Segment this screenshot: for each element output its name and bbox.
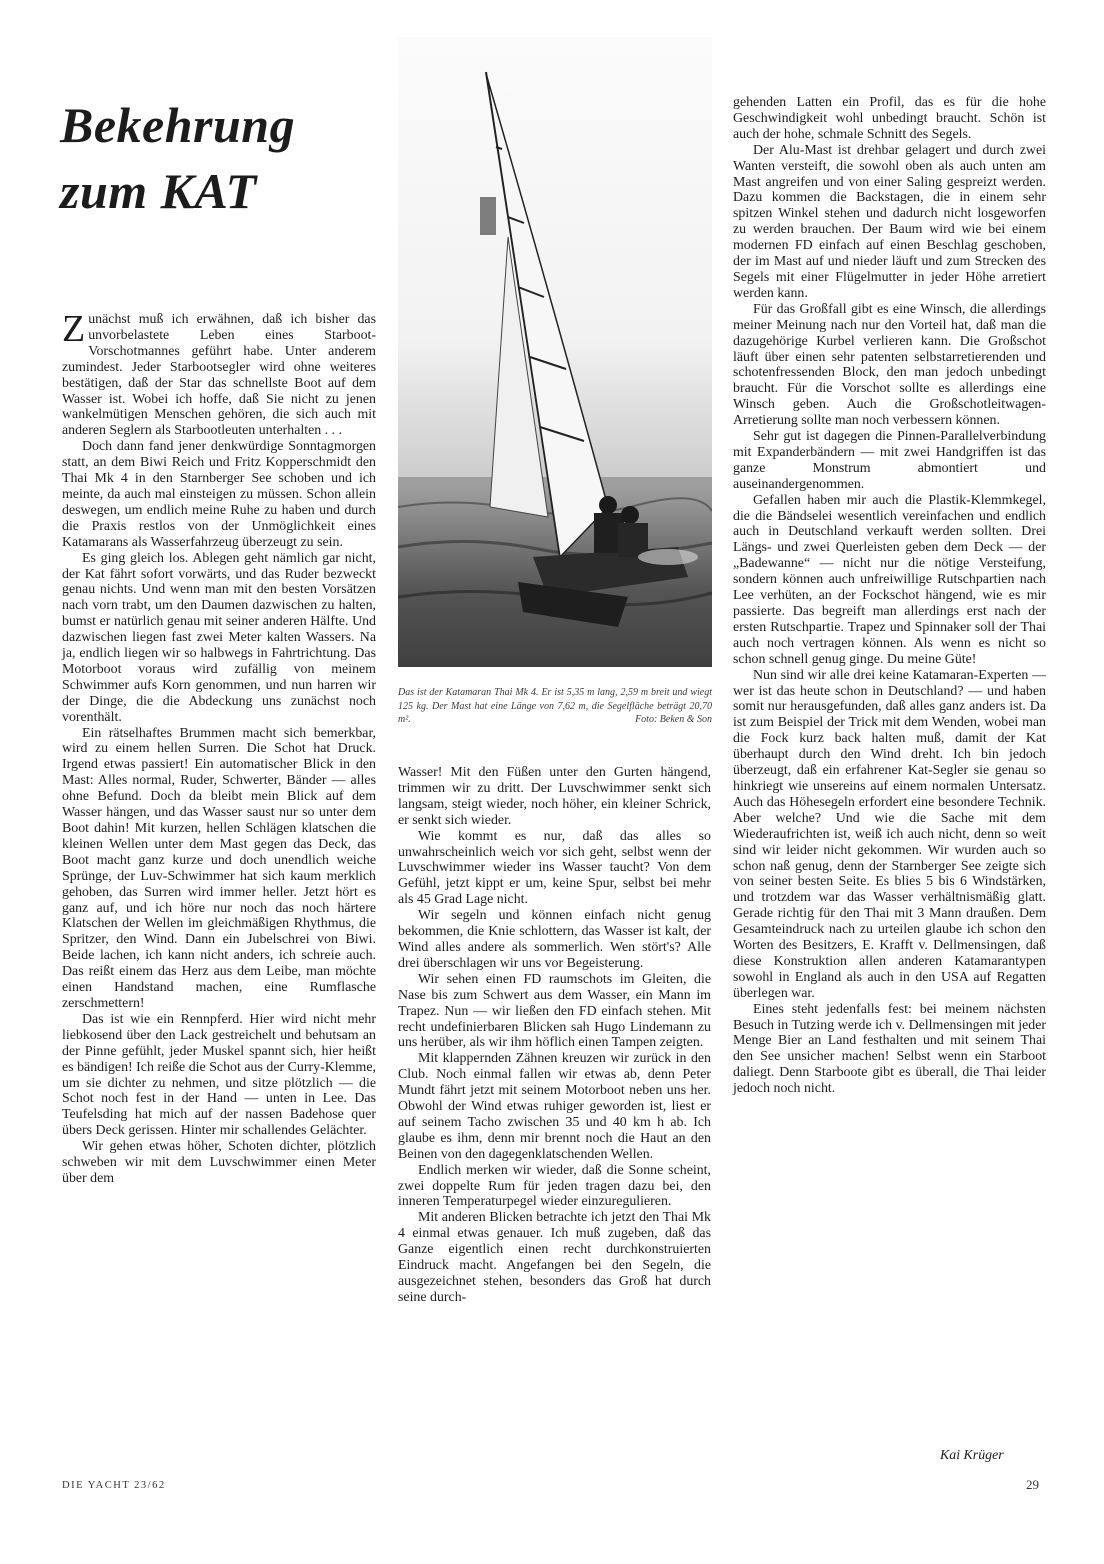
paragraph: Mit klappernden Zähnen kreuzen wir zurück in den Club. Noch einmal fallen wir etwas ab, denn Peter Mundt fährt jetzt mit seinem Motorboot neben uns her. Obwohl der Wind etwas ruhiger geworden ist, liest er auf seinem Tacho zwischen 35 und 40 km h ab. Ich glaube es ihm, denn mir brennt noch die Haut an den Beinen von den dagegenklatschenden Wellen. [398,1051,711,1162]
paragraph: Nun sind wir alle drei keine Katamaran-Experten — wer ist das heute schon in Deutschland? — und haben somit nur herausgefunden, daß alles ganz anders ist. Da ist zum Beispiel der Trick mit dem Wenden, wobei man die Fock kurz back halten muß, damit der Kat überhaupt durch den Wind dreht. Ich bin jedoch überzeugt, daß ein erfahrener Kat-Segler sie genau so hinkriegt wie unsereins auf einem normalen Untersatz. Auch das Höhesegeln erfordert eine besondere Technik. Aber welche? Und wie die Sache mit dem Wiederaufrichten ist, weiß ich auch nicht, denn so weit sind wir leider nicht gekommen. Wir wurden auch so schon naß genug, denn der Starnberger See zeigte sich von seiner besten Seite. Es blies 5 bis 6 Windstärken, und trotzdem war das Wasser verhältnismäßig glatt. Gerade richtig für den Thai mit 3 Mann draußen. Dem Gesamteindruck nach zu urteilen glaube ich schon den Worten des Besitzers, E. Krafft v. Dellmensingen, daß diese Konstruktion allen anderen Katamarantypen sowohl in England als auch in den USA auf Regatten überlegen war. [733,667,1046,1001]
paragraph: Gefallen haben mir auch die Plastik-Klemmkegel, die die Bändselei wesentlich vereinfachen und endlich auch in Deutschland verkauft werden sollten. Drei Längs- und zwei Querleisten geben dem Deck — der „Badewanne“ — nicht nur die nötige Versteifung, sondern können auch unfreiwillige Rutschpartien nach Lee verhüten, an der Fockschot hängend, wie es mir passierte. Das begreift man allerdings erst nach der ersten Rutschpartie. Trapez und Spinnaker soll der Thai auch noch vertragen können. Als wenn es nicht so schon schnell genug ginge. Du meine Güte! [733,492,1046,667]
paragraph: Wasser! Mit den Füßen unter den Gurten hängend, trimmen wir zu dritt. Der Luvschwimmer senkt sich langsam, steigt wieder, noch höher, ein kleiner Schrick, er senkt sich wieder. [398,765,711,828]
paragraph: Wir segeln und können einfach nicht genug bekommen, die Knie schlottern, das Wasser ist kalt, der Wind alles andere als sommerlich. Wen stört's? Alle drei überschlagen wir uns vor Begeisterung. [398,908,711,971]
article-title [60,92,380,224]
article-column-2 [398,765,711,1306]
paragraph: Eines steht jedenfalls fest: bei meinem nächsten Besuch in Tutzing werde ich v. Dellmensingen mit jeder Menge Bier an Land festhalten und mit seinem Thai den See unsicher machen! Selbst wenn ein Starboot daliegt. Denn Starboote gibt es überall, die Thai leider jedoch noch nicht. [733,1001,1046,1097]
paragraph: Wir gehen etwas höher, Schoten dichter, plötzlich schweben wir mit dem Luvschwimmer einen Meter über dem [62,1139,376,1186]
paragraph: Sehr gut ist dagegen die Pinnen-Parallelverbindung mit Expanderbändern — mit zwei Handgriffen ist das ganze Monstrum abmontiert und auseinandergenommen. [733,429,1046,492]
drop-cap: Z [62,308,86,350]
paragraph: Das ist wie ein Rennpferd. Hier wird nicht mehr liebkosend über den Lack gestreichelt und behutsam an der Pinne gefühlt, jeder Muskel spannt sich, hier heißt es bändigen! Ich reiße die Schot aus der Curry-Klemme, um sie dichter zu nehmen, und sitze plötzlich — die Schot noch fest in der Hand — unten in Lee. Das Teufelsding hat mich auf der nassen Badehose quer übers Deck gerissen. Hinter mir schallendes Gelächter. [62,1011,376,1139]
title-line-1: Bekehrung [60,97,296,153]
photo-credit: Foto: Beken & Son [635,714,712,725]
article-column-3 [733,95,1046,1097]
article-column-1 [62,308,376,1187]
paragraph: gehenden Latten ein Profil, das es für die hohe Geschwindigkeit wohl unbedingt braucht. Schön ist auch der hohe, schmale Schnitt des Segels. [733,95,1046,142]
paragraph: Es ging gleich los. Ablegen geht nämlich gar nicht, der Kat fährt sofort vorwärts, und das Ruder bezweckt genau nichts. Und wenn man mit den besten Vorsätzen nach vorn trabt, um den Daumen dazwischen zu halten, bumst er natürlich genau mit seiner anderen Hälfte. Und dazwischen liegen fast zwei Meter kalten Wassers. Na ja, endlich liegen wir so halbwegs in Fahrtrichtung. Das Motorboot voraus wird zufällig von meinem Schwimmer aufs Korn genommen, und nun harren wir der Dinge, die die Abdeckung uns zunächst noch vorenthält. [62,550,376,725]
publication-footer: DIE YACHT 23/62 [62,1480,166,1491]
paragraph-text: unächst muß ich erwähnen, daß ich bisher das unvorbelastete Leben eines Starboot-Vorschotmannes geführt habe. Unter anderem zumindest. Jeder Starbootsegler wird ohne weiteres bestätigen, daß der Star das schnellste Boot auf dem Wasser ist. Wobei ich hoffe, daß Sie nicht zu jenen wankelmütigen Menschen gehören, die sich auch mit anderen Seglern als Starbootleuten unterhalten . . . [62,312,376,439]
paragraph: Ein rätselhaftes Brummen macht sich bemerkbar, wird zu einem hellen Surren. Die Schot hat Druck. Irgend etwas passiert! Ein automatischer Blick in den Mast: Alles normal, Ruder, Schwerter, Bänder — alles ohne Befund. Doch da bleibt mein Blick auf dem Wasser hängen, und das Wasser saust nur so unter dem Boot dahin! Mit kurzen, hellen Schlägen klatschen die kleinen Wellen unter dem Mast gegen das Deck, das Boot macht ganz kurze und doch unendlich weiche Sprünge, der Luv-Schwimmer hat sich kaum merklich gehoben, das Surren wird immer heller. Jetzt hört es ganz auf, und ich höre nur noch das noch härtere Klatschen der Wellen im gleichmäßigen Rhythmus, die Spritzer, den Wind. Dann ein Jubelschrei von Biwi. Beide lachen, ich kann nicht anders, ich schreie auch. Das reißt einem das Herz aus dem Leibe, man möchte einen Handstand machen, eine Rumflasche zerschmettern! [62,725,376,1011]
paragraph: Doch dann fand jener denkwürdige Sonntagmorgen statt, an dem Biwi Reich und Fritz Kopperschmidt den Thai Mk 4 in den Starnberger See schoben und ich meinte, da auch mal einsteigen zu müssen. Schon allein deswegen, um endlich meine Ruhe zu haben und durch die Praxis restlos von der Unmöglichkeit eines Katamarans als Wasserfahrzeug überzeugt zu sein. [62,439,376,550]
title-line-2: zum KAT [60,163,257,219]
paragraph: Der Alu-Mast ist drehbar gelagert und durch zwei Wanten versteift, die sowohl oben als auch unten am Mast angreifen und von einer Saling gespreizt werden. Dazu kommen die Backstagen, die in einem sehr spitzen Winkel stehen und dadurch nicht losgeworfen zu werden brauchen. Der Baum wird wie bei einem modernen FD einfach auf einen Beschlag geschoben, der im Mast auf und nieder läuft und zum Strecken des Segels mit einer Flügelmutter in jeder Höhe arretiert werden kann. [733,142,1046,301]
paragraph: Wie kommt es nur, daß das alles so unwahrscheinlich weich vor sich geht, selbst wenn der Luvschwimmer wieder ins Wasser taucht? Von dem Gefühl, jetzt kippt er um, keine Spur, selbst bei mehr als 45 Grad Lage nicht. [398,828,711,908]
catamaran-photo [398,37,712,667]
paragraph: Für das Großfall gibt es eine Winsch, die allerdings meiner Meinung nach nur den Vorteil hat, daß man die dazugehörige Kurbel verlieren kann. Die Großschot läuft über einen sehr patenten selbstarretierenden und schotenfressenden Block, den man jedoch unbedingt braucht. Für die Vorschot sollte es allerdings eine Winsch geben. Auch die Großschotleitwagen-Arretierung sollte man noch verbessern können. [733,301,1046,429]
caption-text: Das ist der Katamaran Thai Mk 4. Er ist 5,35 m lang, 2,59 m breit und wiegt 125 kg. Der Mast hat eine Länge von 7,62 m, die Segelfläche beträgt 20,70 m². [398,687,712,725]
page-number: 29 [1026,1477,1039,1492]
paragraph: Mit anderen Blicken betrachte ich jetzt den Thai Mk 4 einmal etwas genauer. Ich muß zugeben, daß das Ganze eigentlich einen recht durchkonstruierten Eindruck macht. Angefangen bei den Segeln, die ausgezeichnet stehen, besonders das Groß hat durch seine durch- [398,1210,711,1305]
paragraph: Endlich merken wir wieder, daß die Sonne scheint, zwei doppelte Rum für jeden tragen dazu bei, den inneren Temperaturpegel wieder einzuregulieren. [398,1162,711,1210]
paragraph: Wir sehen einen FD raumschots im Gleiten, die Nase bis zum Schwert aus dem Wasser, ein Mann im Trapez. Nun — wir ließen den FD einfach stehen. Mit recht undefinierbaren Blicken sah Hugo Lindemann zu uns herüber, als wir ihm höflich einen Tampen zeigten. [398,971,711,1051]
catamaran-illustration [398,37,712,667]
paragraph [62,308,376,439]
photo-caption [398,686,712,727]
author-signature: Kai Krüger [940,1448,1004,1463]
